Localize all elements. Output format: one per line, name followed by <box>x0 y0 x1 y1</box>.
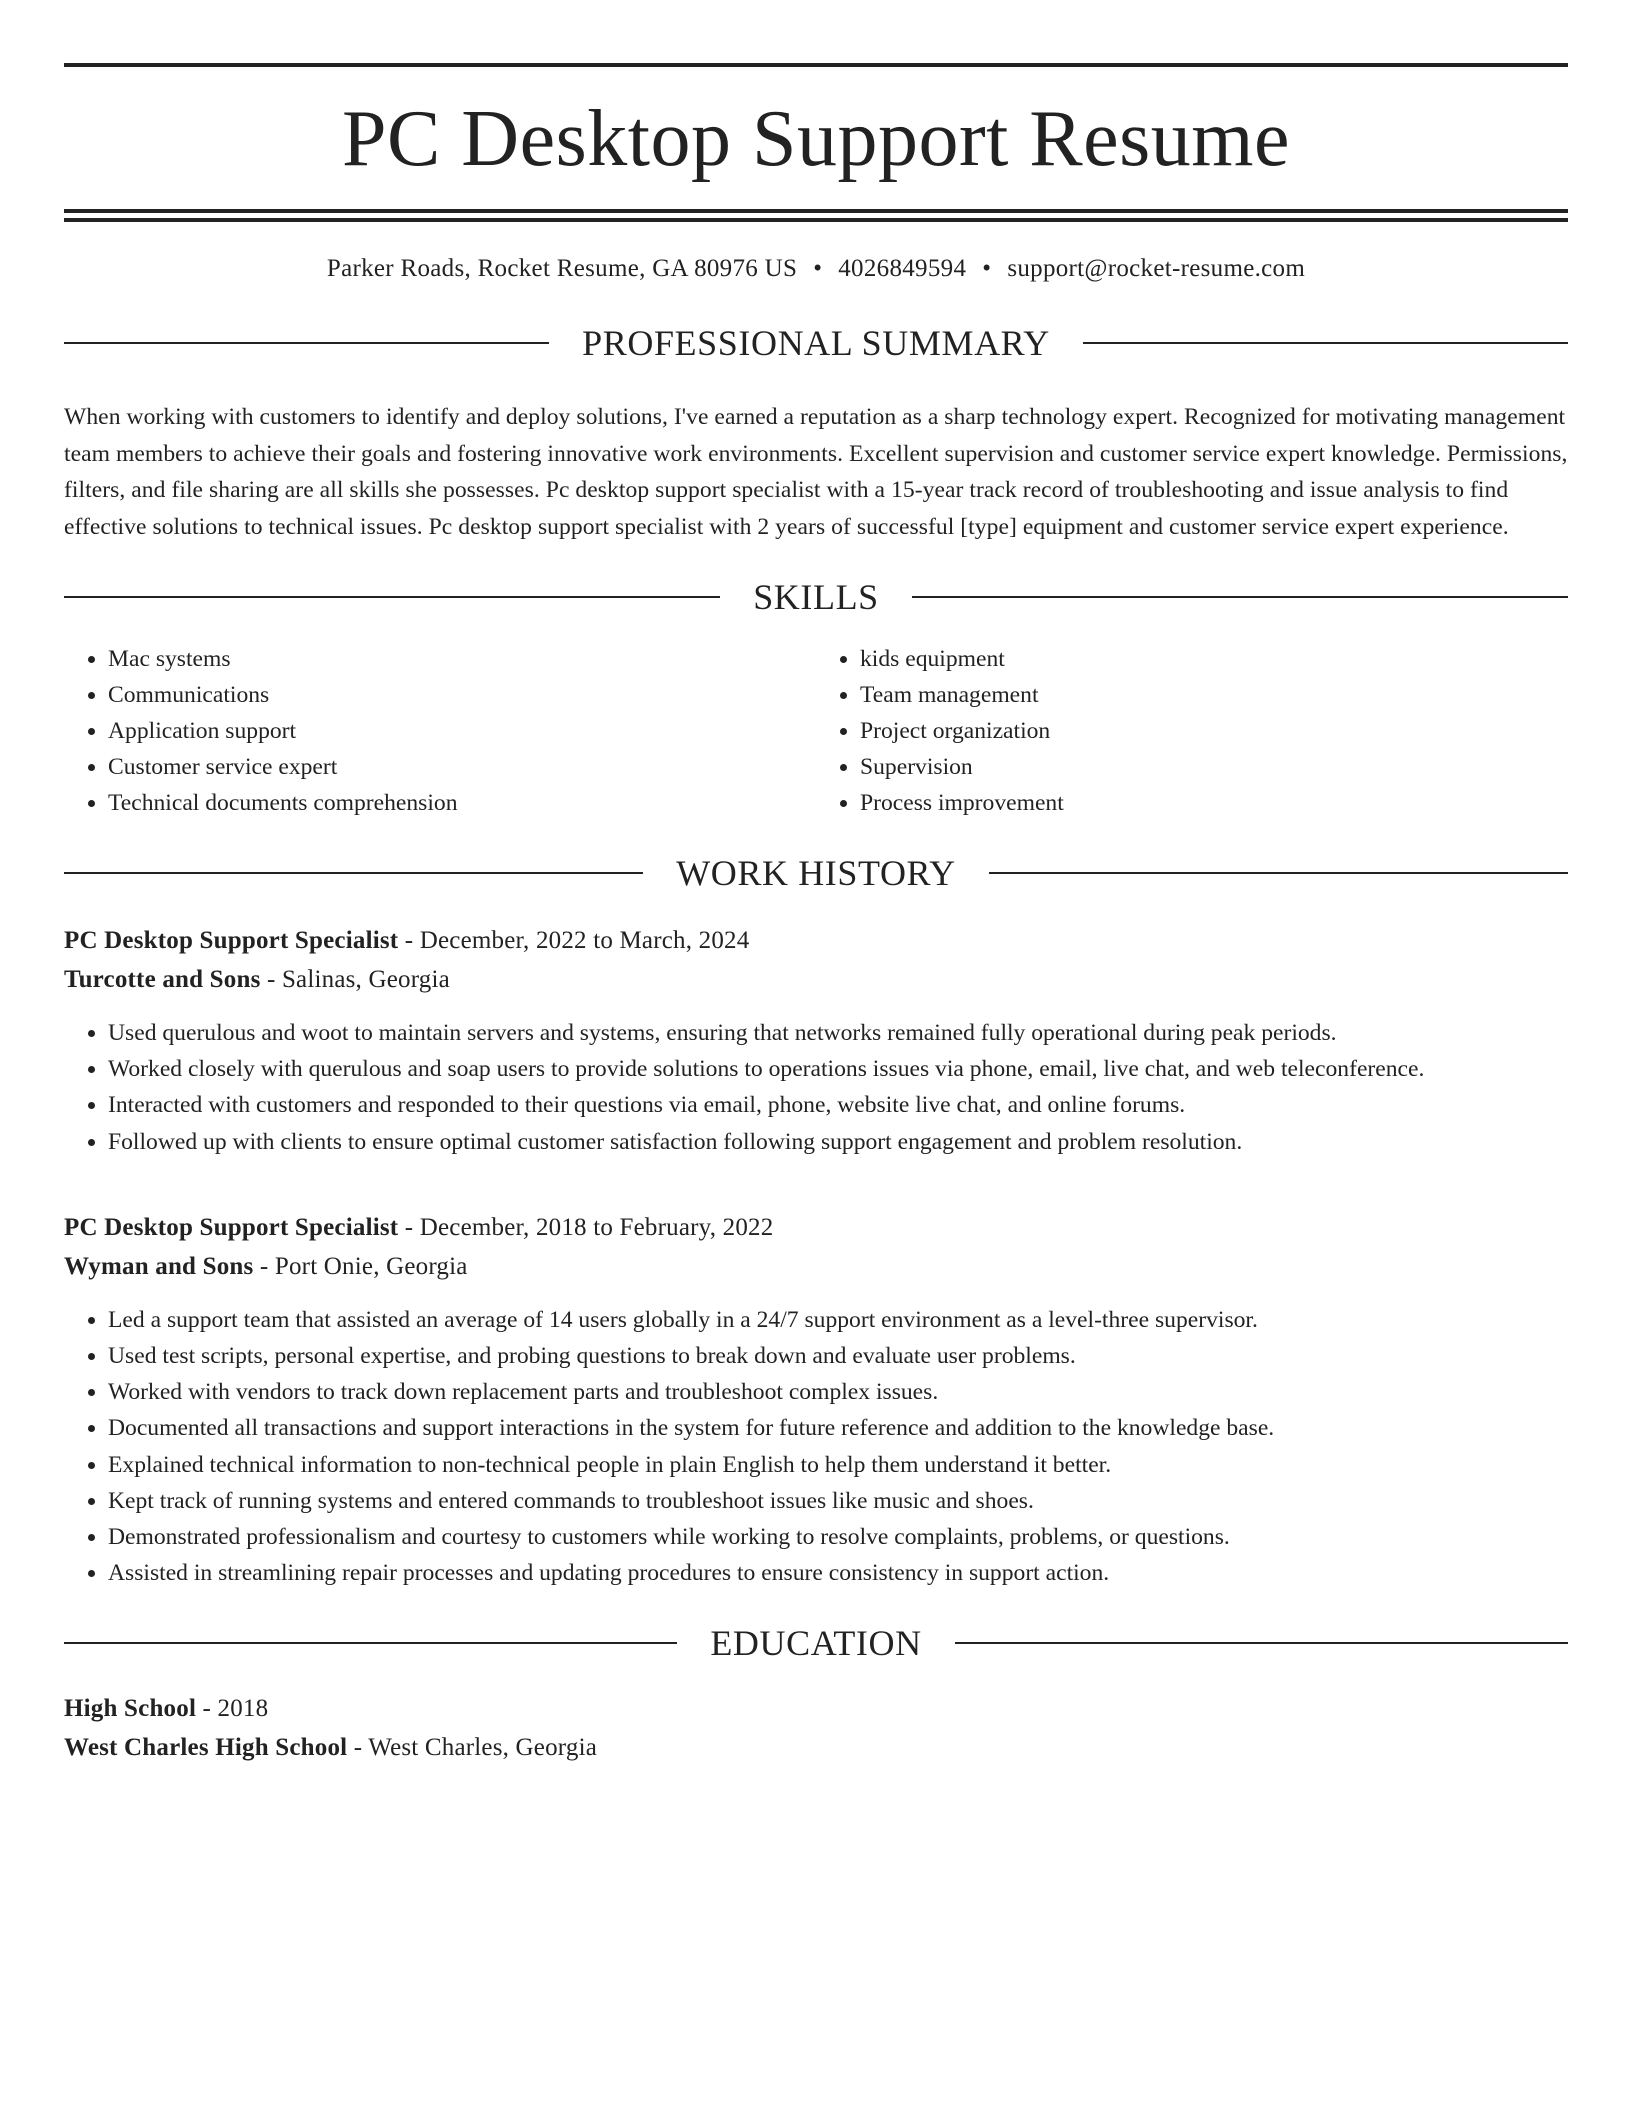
contact-separator: • <box>813 255 823 282</box>
job-bullet: • Assisted in streamlining repair processes and updating procedures to ensure consistency in support action. <box>108 1555 1568 1591</box>
skill-item: • kids equipment <box>860 641 1568 677</box>
education-degree-line <box>64 1689 1568 1728</box>
contact-line <box>64 255 1568 283</box>
skill-item: • Process improvement <box>860 785 1568 821</box>
divider-line <box>912 596 1568 598</box>
skills-column-left <box>64 641 816 821</box>
skill-item: • Mac systems <box>108 641 816 677</box>
skill-item: • Supervision <box>860 749 1568 785</box>
job-bullet: • Worked with vendors to track down replacement parts and troubleshoot complex issues. <box>108 1374 1568 1410</box>
section-heading-summary <box>64 325 1568 361</box>
divider-line <box>64 1642 677 1644</box>
skill-item: • Communications <box>108 677 816 713</box>
job-bullet: • Kept track of running systems and entered commands to troubleshoot issues like music and shoes. <box>108 1483 1568 1519</box>
divider-line <box>955 1642 1568 1644</box>
job-title: PC Desktop Support Specialist <box>64 1213 399 1241</box>
contact-phone: 4026849594 <box>838 255 967 282</box>
section-title-work: WORK HISTORY <box>676 853 956 893</box>
job-bullet: • Explained technical information to non-technical people in plain English to help them understand it better. <box>108 1447 1568 1483</box>
job-title-line <box>64 921 1568 960</box>
section-title-education: EDUCATION <box>710 1623 922 1664</box>
contact-separator: • <box>982 255 992 282</box>
skills-column-right <box>816 641 1568 821</box>
job-entry <box>64 921 1568 1160</box>
section-heading-work <box>64 855 1568 891</box>
divider-line <box>1083 342 1568 344</box>
section-title-skills: SKILLS <box>753 577 879 617</box>
job-title: PC Desktop Support Specialist <box>64 927 399 954</box>
job-bullet: • Followed up with clients to ensure optimal customer satisfaction following support engagement and problem resolution. <box>108 1124 1568 1160</box>
resume-title: PC Desktop Support Resume <box>341 95 1291 183</box>
job-company: Wyman and Sons <box>64 1252 254 1280</box>
skill-item: • Technical documents comprehension <box>108 785 816 821</box>
job-bullet: • Interacted with customers and responded to their questions via email, phone, website live chat, and online forums. <box>108 1087 1568 1123</box>
header-double-rule <box>64 209 1568 222</box>
job-entry <box>64 1208 1568 1592</box>
job-company-line <box>64 1247 1568 1286</box>
job-bullets <box>64 1015 1568 1160</box>
job-bullet: • Used test scripts, personal expertise, and probing questions to break down and evaluate user problems. <box>108 1338 1568 1374</box>
education-entry <box>64 1689 1568 1767</box>
skills-list <box>64 641 1568 821</box>
divider-line <box>64 596 720 598</box>
divider-line <box>64 872 643 874</box>
contact-address: Parker Roads, Rocket Resume, GA 80976 US <box>326 255 798 282</box>
skill-item: • Team management <box>860 677 1568 713</box>
job-bullet: • Worked closely with querulous and soap users to provide solutions to operations issues via phone, email, live chat, and web teleconference. <box>108 1051 1568 1087</box>
skill-item: • Project organization <box>860 713 1568 749</box>
job-dates: - December, 2022 to March, 2024 <box>398 927 750 954</box>
contact-email: support@rocket-resume.com <box>1007 255 1306 282</box>
job-bullet: • Documented all transactions and support interactions in the system for future reference and addition to the knowledge base. <box>108 1410 1568 1446</box>
education-degree: High School <box>64 1695 197 1723</box>
job-dates: - December, 2018 to February, 2022 <box>398 1213 774 1241</box>
job-location: - Port Onie, Georgia <box>253 1252 468 1280</box>
education-school: West Charles High School <box>64 1734 348 1762</box>
job-company-line <box>64 960 1568 999</box>
job-bullet: • Led a support team that assisted an average of 14 users globally in a 24/7 support environment as a level-three supervisor. <box>108 1302 1568 1338</box>
summary-text: When working with customers to identify and deploy solutions, I've earned a reputation as a sharp technology expert. Recognized for motivating management team members to achieve their goals and fostering innovative work environments. Excellent supervision and customer service expert knowledge. Permissions, filters, and file sharing are all skills she possesses. Pc desktop support specialist with a 15-year track record of troubleshooting and issue analysis to find effective solutions to technical issues. Pc desktop support specialist with 2 years of successful [type] equipment and customer service expert experience. <box>64 404 1568 540</box>
education-school-line <box>64 1728 1568 1767</box>
job-bullets <box>64 1302 1568 1592</box>
divider-line <box>64 342 549 344</box>
job-location: - Salinas, Georgia <box>260 966 450 993</box>
section-heading-skills <box>64 579 1568 615</box>
skill-item: • Customer service expert <box>108 749 816 785</box>
section-heading-education <box>64 1623 1568 1664</box>
education-year: - 2018 <box>196 1695 269 1723</box>
education-location: - West Charles, Georgia <box>347 1734 598 1762</box>
job-bullet: • Demonstrated professionalism and courtesy to customers while working to resolve complaints, problems, or questions. <box>108 1519 1568 1555</box>
section-title-summary: PROFESSIONAL SUMMARY <box>582 323 1050 363</box>
job-bullet: • Used querulous and woot to maintain servers and systems, ensuring that networks remained fully operational during peak periods. <box>108 1015 1568 1051</box>
job-company: Turcotte and Sons <box>64 966 261 993</box>
job-title-line <box>64 1208 1568 1247</box>
skill-item: • Application support <box>108 713 816 749</box>
divider-line <box>989 872 1568 874</box>
